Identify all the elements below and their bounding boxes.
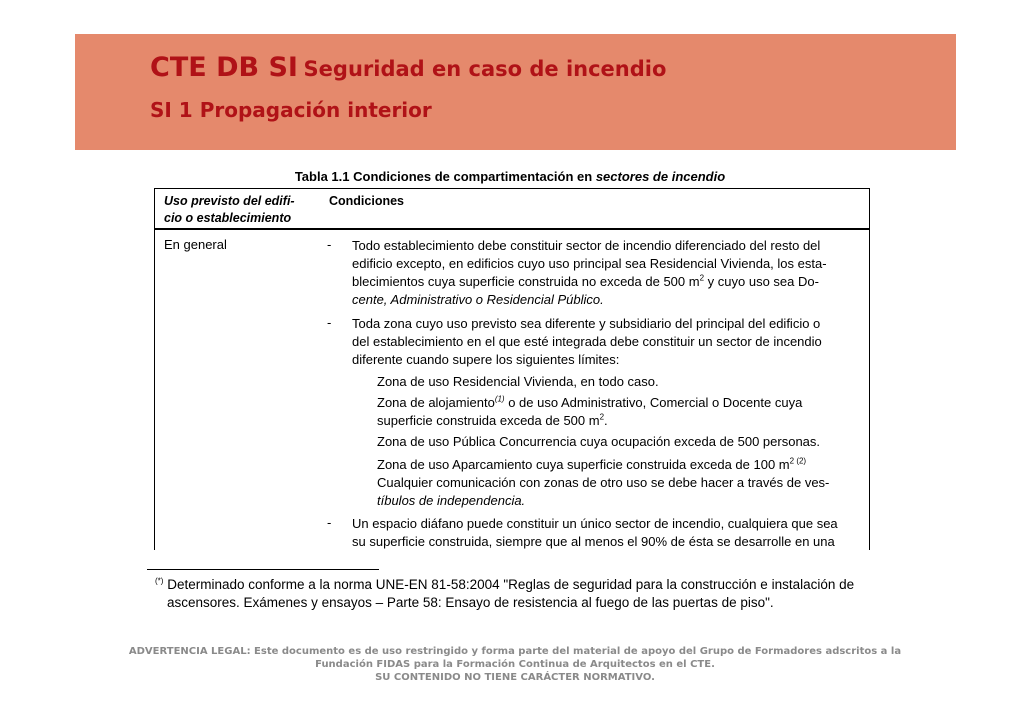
bullet-dash: - <box>327 237 332 252</box>
zone-limit: Zona de uso Aparcamiento cuya superficie construida exceda de 100 $m^{2 (2)}$ <box>377 456 807 472</box>
title-text: Seguridad en caso de incendio <box>303 57 667 81</box>
footnote-separator <box>147 569 379 570</box>
zone-limit: tíbulos de independencia. <box>377 493 526 508</box>
table-right-rule <box>869 188 870 550</box>
table-left-rule <box>154 188 155 550</box>
row-label: En general <box>164 237 227 252</box>
condition-text: diferente cuando supere los siguientes límites: <box>352 352 620 367</box>
bullet-dash: - <box>327 315 332 330</box>
condition-text: edificio excepto, en edificios cuyo uso principal sea Residencial Vivienda, los esta- <box>352 256 827 271</box>
condition-text: Toda zona cuyo uso previsto sea diferente y subsidiario del principal del edificio o <box>352 316 821 331</box>
condition-text: Todo establecimiento debe constituir sector de incendio diferenciado del resto del <box>352 238 821 253</box>
legal-notice: ADVERTENCIA LEGAL: Este documento es de uso restringido y forma parte del material de apoyo del Grupo de Formadores adscritos a la Fundación FIDAS para la Formación Continua de Arquitectos en el CTE. SU CONTENIDO NO TIENE CARÁCTER NORMATIVO. <box>128 646 902 683</box>
page-subtitle: SI 1 Propagación interior <box>150 98 432 122</box>
condition-text: cente, Administrativo o Residencial Público. <box>352 292 604 307</box>
zone-limit: Zona de uso Residencial Vivienda, en todo caso. <box>377 374 659 389</box>
zone-limit: Cualquier comunicación con zonas de otro uso se debe hacer a través de ves- <box>377 475 830 490</box>
table-top-rule <box>154 188 870 189</box>
condition-text: blecimientos cuya superficie construida no exceda de 500 $m^2$ y cuyo uso sea Do- <box>352 273 819 289</box>
document-excerpt <box>147 160 873 620</box>
condition-text: Un espacio diáfano puede constituir un único sector de incendio, cualquiera que sea <box>352 516 838 531</box>
zone-limit: Zona de alojamiento$^{(1)}$ o de uso Administrativo, Comercial o Docente cuya <box>377 394 803 410</box>
zone-limit: Zona de uso Pública Concurrencia cuya ocupación exceda de 500 personas. <box>377 434 821 449</box>
footnote: (*) Determinado conforme a la norma UNE-EN 81-58:2004 "Reglas de seguridad para la construcción e instalación de ascensores. Exámenes y ensayos – Parte 58: Ensayo de resistencia al fuego de las puertas de piso". <box>155 576 855 610</box>
condition-text: su superficie construida, siempre que al menos el 90% de ésta se desarrolle en una <box>352 534 835 549</box>
table-header-rule <box>154 228 870 230</box>
column-header-conditions: Condiciones <box>329 194 405 208</box>
zone-limit: superficie construida exceda de 500 $m^2$. <box>377 412 608 428</box>
bullet-dash: - <box>327 515 332 530</box>
column-header-use: Uso previsto del edifi- cio o establecimiento <box>164 194 295 225</box>
table-caption: Tabla 1.1 Condiciones de compartimentación en sectores de incendio <box>294 169 726 184</box>
title-code: CTE DB SI <box>150 52 298 83</box>
condition-text: del establecimiento en el que esté integrada debe constituir un sector de incendio <box>352 334 822 349</box>
page-title <box>150 52 666 83</box>
